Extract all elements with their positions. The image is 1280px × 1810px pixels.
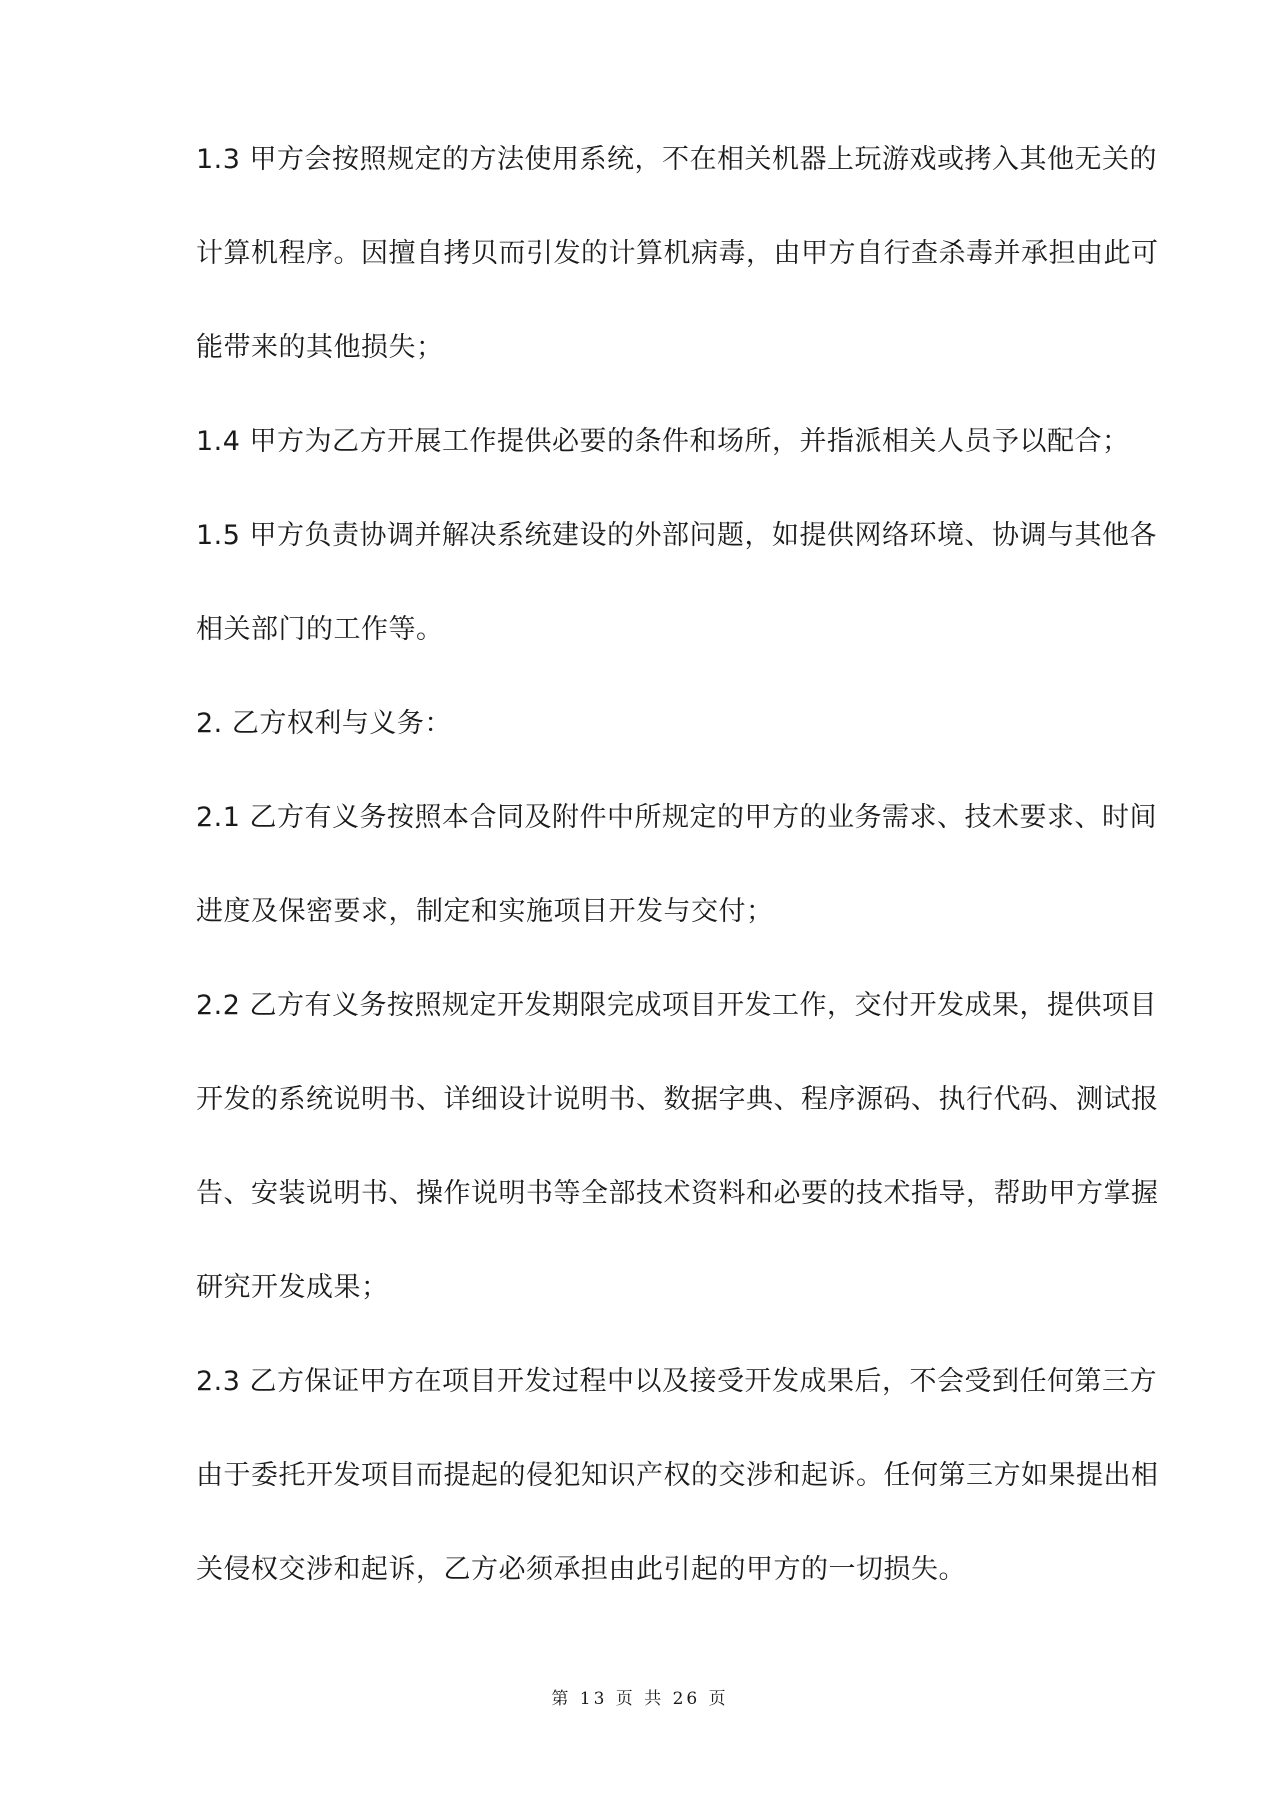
text-line-10: 2.2 乙方有义务按照规定开发期限完成项目开发工作，交付开发成果，提供项目	[196, 990, 1158, 1021]
text-line-8: 2.1 乙方有义务按照本合同及附件中所规定的甲方的业务需求、技术要求、时间	[196, 802, 1158, 833]
page-label-mid: 页 共	[615, 1689, 665, 1709]
text-line-15: 由于委托开发项目而提起的侵犯知识产权的交涉和起诉。任何第三方如果提出相	[196, 1460, 1159, 1491]
page-label-suffix: 页	[708, 1689, 729, 1709]
text-line-6: 相关部门的工作等。	[196, 614, 444, 645]
page-number-footer	[0, 1684, 1280, 1709]
text-line-3: 能带来的其他损失；	[196, 332, 444, 363]
total-pages-number: 26	[672, 1689, 701, 1709]
text-line-9: 进度及保密要求，制定和实施项目开发与交付；	[196, 896, 774, 927]
text-line-5: 1.5 甲方负责协调并解决系统建设的外部问题，如提供网络环境、协调与其他各	[196, 520, 1158, 551]
current-page-number: 13	[579, 1689, 608, 1709]
text-line-14: 2.3 乙方保证甲方在项目开发过程中以及接受开发成果后，不会受到任何第三方	[196, 1366, 1158, 1397]
section-heading-2: 2. 乙方权利与义务：	[196, 708, 452, 739]
text-line-4: 1.4 甲方为乙方开展工作提供必要的条件和场所，并指派相关人员予以配合；	[196, 426, 1130, 457]
text-line-1: 1.3 甲方会按照规定的方法使用系统，不在相关机器上玩游戏或拷入其他无关的	[196, 144, 1158, 175]
text-line-13: 研究开发成果；	[196, 1272, 389, 1303]
text-line-16: 关侵权交涉和起诉，乙方必须承担由此引起的甲方的一切损失。	[196, 1554, 966, 1585]
text-line-2: 计算机程序。因擅自拷贝而引发的计算机病毒，由甲方自行查杀毒并承担由此可	[196, 238, 1159, 269]
text-line-12: 告、安装说明书、操作说明书等全部技术资料和必要的技术指导，帮助甲方掌握	[196, 1178, 1159, 1209]
text-line-11: 开发的系统说明书、详细设计说明书、数据字典、程序源码、执行代码、测试报	[196, 1084, 1159, 1115]
page-label-prefix: 第	[551, 1689, 572, 1709]
